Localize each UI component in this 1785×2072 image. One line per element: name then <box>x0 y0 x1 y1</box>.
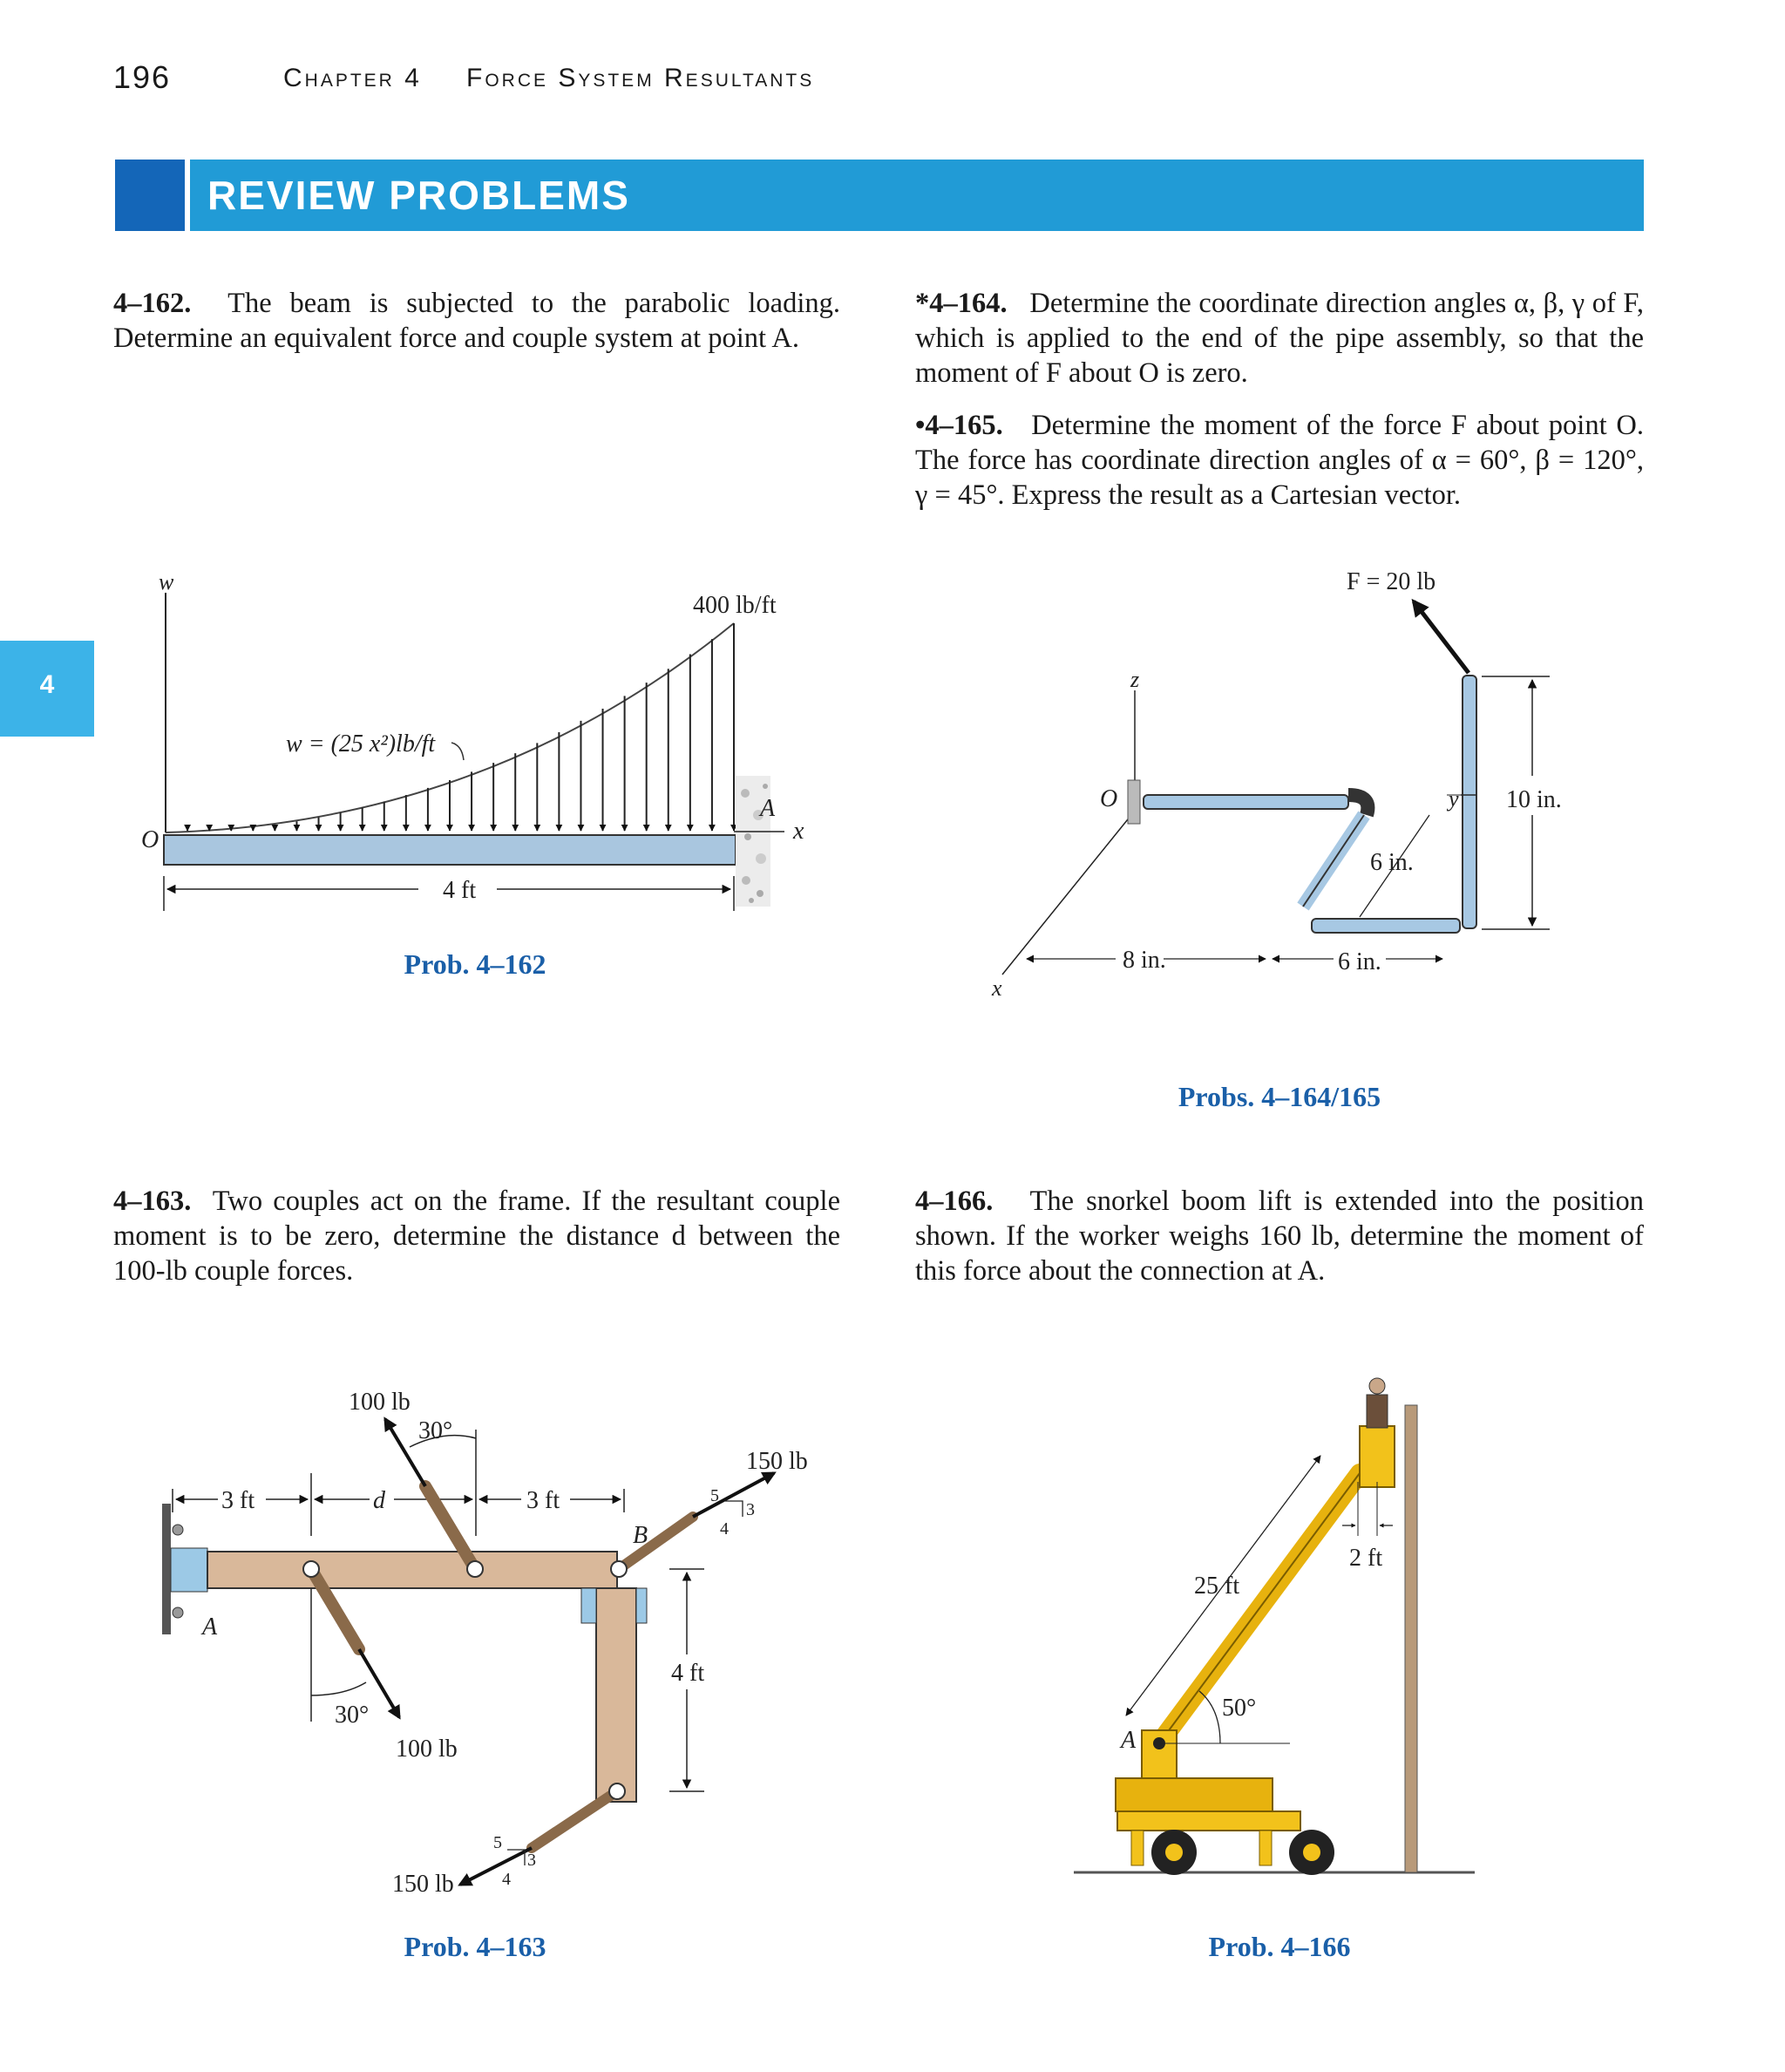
chapter-label: Chapter 4 <box>283 64 422 92</box>
pipe-segment-3 <box>1312 919 1460 933</box>
slope-4-bottom: 4 <box>502 1870 511 1889</box>
basket <box>1360 1426 1395 1487</box>
problem-text: Determine the moment of the force F about point O. The force has coordinate direction angles of α = 60°, β = 120°, γ = 45°. Express the result as a Cartesian vector. <box>915 410 1645 511</box>
z-label: z <box>1130 667 1140 692</box>
banner-title: REVIEW PROBLEMS <box>207 173 630 218</box>
force-150lb-top <box>693 1473 774 1517</box>
page-number: 196 <box>113 59 172 95</box>
angle-top-label: 30° <box>418 1417 453 1444</box>
origin-label: O <box>141 826 159 853</box>
pole <box>1405 1405 1417 1872</box>
worker-head <box>1369 1378 1385 1394</box>
dim-8in-label: 8 in. <box>1123 947 1166 974</box>
dim-d: d <box>373 1487 385 1514</box>
load-equation-label: w = (25 x²)lb/ft <box>286 730 436 757</box>
beam-length-label: 4 ft <box>443 877 477 904</box>
angle-bottom-label: 30° <box>335 1702 370 1729</box>
bracket <box>171 1548 207 1592</box>
section-title: Force System Resultants <box>466 64 815 92</box>
force-150lb-top-label: 150 lb <box>746 1448 808 1475</box>
y-label: y <box>1449 786 1459 812</box>
problem-text: Two couples act on the frame. If the resultant couple moment is to be zero, determine the distance d between the 100-lb couple forces. <box>113 1185 840 1287</box>
figure-caption-4-164-165: Probs. 4–164/165 <box>1178 1081 1381 1112</box>
slope-5-top: 5 <box>710 1486 719 1505</box>
figure-caption-4-162: Prob. 4–162 <box>404 948 546 980</box>
force-f-label: F = 20 lb <box>1347 568 1436 595</box>
beam <box>164 835 736 865</box>
force-100lb-bottom-label: 100 lb <box>396 1736 458 1763</box>
boom-length-label: 25 ft <box>1194 1573 1240 1600</box>
wall-flange <box>1128 780 1140 824</box>
slope-3-top: 3 <box>746 1500 755 1519</box>
frame-vertical-member <box>596 1588 636 1802</box>
problem-id: *4–164. <box>915 288 1008 319</box>
slope-5-bottom: 5 <box>493 1833 502 1852</box>
force-150lb-bottom <box>460 1848 532 1885</box>
figure-caption-4-163: Prob. 4–163 <box>404 1931 546 1962</box>
problem-id: 4–163. <box>113 1185 192 1217</box>
frame-horizontal-member <box>207 1552 617 1588</box>
chapter-tab-label: 4 <box>39 670 55 699</box>
height-4ft-label: 4 ft <box>671 1660 705 1687</box>
problem-id: 4–162. <box>113 288 192 319</box>
problem-text: The beam is subjected to the parabolic loading. Determine an equivalent force and couple system at point A. <box>113 288 840 354</box>
origin-label: O <box>1100 785 1118 812</box>
x-label: x <box>992 975 1002 1001</box>
load-arrows <box>187 623 734 831</box>
link-150-top <box>619 1517 693 1569</box>
force-150lb-bottom-label: 150 lb <box>392 1871 454 1898</box>
pipe-segment-1 <box>1144 795 1348 809</box>
figure-4-164-165 <box>991 568 1562 1001</box>
worker-body <box>1367 1395 1388 1428</box>
figure-4-163 <box>162 1389 808 1898</box>
dim-3ft-right: 3 ft <box>526 1487 560 1514</box>
force-f-arrow <box>1414 601 1469 673</box>
figure-4-162 <box>141 569 804 911</box>
dim-6in-diag-label: 6 in. <box>1370 849 1414 876</box>
link-150-bottom <box>532 1791 617 1848</box>
wall-plate <box>162 1504 171 1634</box>
point-a-label: A <box>202 1613 218 1641</box>
slope-4-top: 4 <box>720 1519 729 1539</box>
point-a-label: A <box>760 795 776 822</box>
lift-body <box>1116 1778 1273 1811</box>
w-axis-label: w <box>159 569 174 594</box>
dim-6in-bottom-label: 6 in. <box>1338 948 1381 975</box>
problem-text: Determine the coordinate direction angles α, β, γ of F, which is applied to the end of the pipe assembly, so that the moment of F about O is zero. <box>915 288 1645 389</box>
slope-3-bottom: 3 <box>527 1851 536 1870</box>
dim-10in-label: 10 in. <box>1506 786 1562 813</box>
load-equation-leader <box>451 743 464 760</box>
load-max-label: 400 lb/ft <box>693 592 777 619</box>
problem-id: 4–166. <box>915 1185 994 1217</box>
problem-id: •4–165. <box>915 410 1003 441</box>
angle-50-label: 50° <box>1222 1695 1257 1722</box>
force-100lb-top-label: 100 lb <box>349 1389 411 1416</box>
x-axis <box>1002 811 1135 975</box>
point-b-label: B <box>633 1522 648 1549</box>
dim-3ft-left: 3 ft <box>221 1487 255 1514</box>
problem-text: The snorkel boom lift is extended into the position shown. If the worker weighs 160 lb, determine the moment of this force about the connection at A. <box>915 1185 1644 1287</box>
pipe-segment-4 <box>1463 676 1476 928</box>
figure-caption-4-166: Prob. 4–166 <box>1208 1931 1351 1962</box>
offset-2ft-label: 2 ft <box>1349 1545 1383 1572</box>
x-axis-label: x <box>793 818 804 845</box>
point-a-label: A <box>1121 1727 1137 1754</box>
figure-4-166 <box>1074 1378 1475 1875</box>
